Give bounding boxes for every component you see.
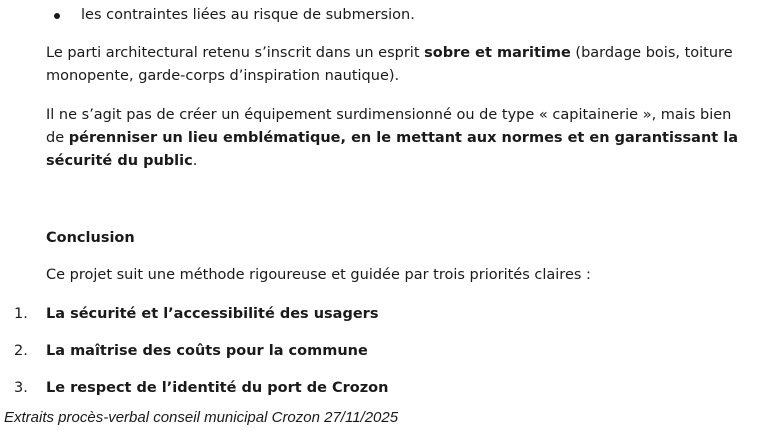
priority-item [0,340,765,363]
paragraph-architecture-bold: sobre et maritime [424,45,571,61]
paragraph-objective-text-end: . [192,153,198,169]
conclusion-heading: Conclusion [46,230,135,246]
priority-item [0,303,765,326]
priority-item [0,377,765,400]
priority-text: La sécurité et l’accessibilité des usagers [46,306,379,322]
paragraph-architecture-text: Le parti architectural retenu s’inscrit dans un esprit [46,45,425,61]
paragraph-architecture [46,42,754,88]
priority-text: La maîtrise des coûts pour la commune [46,343,368,359]
bullet-text: les contraintes liées au risque de submersion. [81,7,415,23]
paragraph-architecture-text-end: (bardage bois, toiture monopente, garde-corps d’inspiration nautique). [46,45,733,84]
paragraph-objective [46,104,754,173]
priority-number: 3. [14,380,28,396]
priority-text: Le respect de l’identité du port de Crozon [46,380,389,396]
conclusion-intro: Ce projet suit une méthode rigoureuse et guidée par trois priorités claires : [46,267,591,283]
priority-number: 2. [14,343,28,359]
paragraph-objective-text: Il ne s’agit pas de créer un équipement surdimensionné ou de type « capitainerie », mais bien de [46,107,732,146]
bullet-icon [54,13,60,19]
priority-number: 1. [14,306,28,322]
source-caption: Extraits procès-verbal conseil municipal Crozon 27/11/2025 [4,409,399,426]
bullet-item [0,4,765,27]
paragraph-objective-bold: pérenniser un lieu emblématique, en le mettant aux normes et en garantissant la sécurité du public [46,130,739,169]
